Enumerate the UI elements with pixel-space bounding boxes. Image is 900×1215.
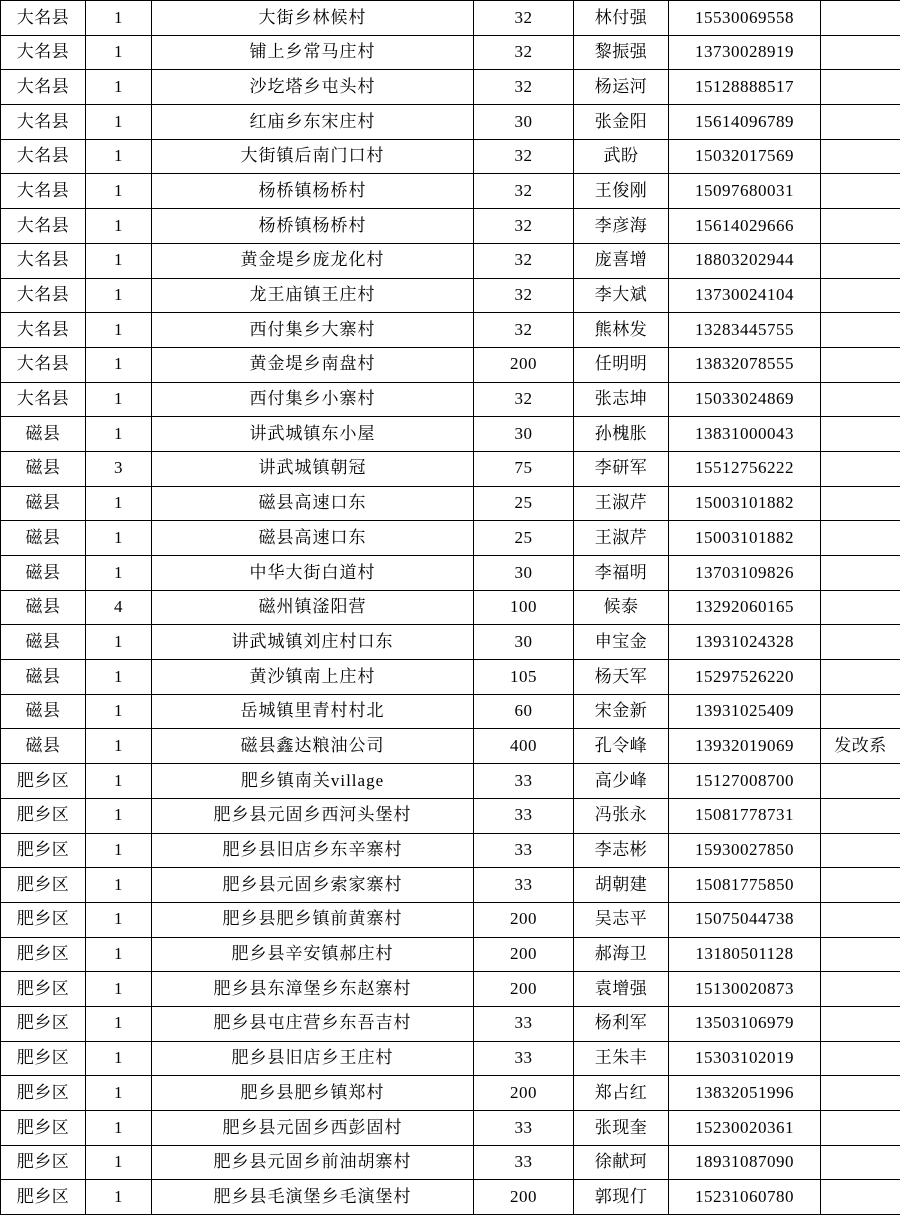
cell-name: 袁增强 bbox=[574, 972, 669, 1007]
cell-county: 大名县 bbox=[1, 243, 86, 278]
cell-place: 肥乡县屯庄营乡东吾吉村 bbox=[152, 1006, 474, 1041]
cell-quantity: 33 bbox=[474, 1145, 574, 1180]
cell-count: 1 bbox=[86, 1041, 152, 1076]
cell-name: 郑占红 bbox=[574, 1076, 669, 1111]
table-row bbox=[1, 1041, 900, 1076]
cell-phone: 15075044738 bbox=[669, 902, 821, 937]
cell-name: 李志彬 bbox=[574, 833, 669, 868]
cell-county: 大名县 bbox=[1, 105, 86, 140]
cell-name: 熊林发 bbox=[574, 313, 669, 348]
cell-quantity: 30 bbox=[474, 625, 574, 660]
table-row bbox=[1, 1, 900, 36]
cell-quantity: 32 bbox=[474, 209, 574, 244]
cell-name: 林付强 bbox=[574, 1, 669, 36]
cell-phone: 13931025409 bbox=[669, 694, 821, 729]
cell-county: 肥乡区 bbox=[1, 798, 86, 833]
cell-count: 1 bbox=[86, 972, 152, 1007]
cell-quantity: 25 bbox=[474, 486, 574, 521]
cell-place: 西付集乡小寨村 bbox=[152, 382, 474, 417]
cell-place: 肥乡县旧店乡王庄村 bbox=[152, 1041, 474, 1076]
cell-place: 大街镇后南门口村 bbox=[152, 139, 474, 174]
cell-county: 肥乡区 bbox=[1, 1076, 86, 1111]
cell-quantity: 33 bbox=[474, 1041, 574, 1076]
table-row bbox=[1, 902, 900, 937]
cell-name: 庞喜增 bbox=[574, 243, 669, 278]
cell-place: 沙圪塔乡屯头村 bbox=[152, 70, 474, 105]
cell-note bbox=[821, 798, 900, 833]
cell-county: 磁县 bbox=[1, 694, 86, 729]
cell-name: 高少峰 bbox=[574, 764, 669, 799]
table-row bbox=[1, 347, 900, 382]
table-row bbox=[1, 937, 900, 972]
cell-county: 肥乡区 bbox=[1, 972, 86, 1007]
cell-note bbox=[821, 139, 900, 174]
cell-phone: 15930027850 bbox=[669, 833, 821, 868]
table-row bbox=[1, 1006, 900, 1041]
cell-county: 肥乡区 bbox=[1, 868, 86, 903]
cell-county: 磁县 bbox=[1, 625, 86, 660]
cell-quantity: 33 bbox=[474, 798, 574, 833]
cell-name: 李研军 bbox=[574, 451, 669, 486]
cell-phone: 15297526220 bbox=[669, 660, 821, 695]
cell-quantity: 33 bbox=[474, 868, 574, 903]
cell-count: 1 bbox=[86, 1180, 152, 1215]
cell-note bbox=[821, 1006, 900, 1041]
cell-count: 1 bbox=[86, 35, 152, 70]
cell-name: 任明明 bbox=[574, 347, 669, 382]
cell-count: 1 bbox=[86, 660, 152, 695]
cell-place: 肥乡县肥乡镇前黄寨村 bbox=[152, 902, 474, 937]
cell-note bbox=[821, 1180, 900, 1215]
cell-phone: 13832078555 bbox=[669, 347, 821, 382]
cell-phone: 15530069558 bbox=[669, 1, 821, 36]
cell-name: 李彦海 bbox=[574, 209, 669, 244]
cell-quantity: 200 bbox=[474, 347, 574, 382]
cell-county: 肥乡区 bbox=[1, 1180, 86, 1215]
cell-place: 肥乡县旧店乡东辛寨村 bbox=[152, 833, 474, 868]
table-row bbox=[1, 1180, 900, 1215]
cell-phone: 15128888517 bbox=[669, 70, 821, 105]
table-row bbox=[1, 729, 900, 764]
cell-place: 磁县高速口东 bbox=[152, 486, 474, 521]
cell-name: 李大斌 bbox=[574, 278, 669, 313]
cell-quantity: 33 bbox=[474, 1111, 574, 1146]
cell-place: 肥乡县元固乡西彭固村 bbox=[152, 1111, 474, 1146]
cell-count: 1 bbox=[86, 347, 152, 382]
cell-phone: 15033024869 bbox=[669, 382, 821, 417]
cell-county: 大名县 bbox=[1, 278, 86, 313]
cell-phone: 15097680031 bbox=[669, 174, 821, 209]
cell-place: 红庙乡东宋庄村 bbox=[152, 105, 474, 140]
cell-name: 宋金新 bbox=[574, 694, 669, 729]
cell-phone: 13503106979 bbox=[669, 1006, 821, 1041]
table-row bbox=[1, 694, 900, 729]
cell-quantity: 32 bbox=[474, 382, 574, 417]
cell-place: 大街乡林候村 bbox=[152, 1, 474, 36]
cell-county: 大名县 bbox=[1, 70, 86, 105]
table-row bbox=[1, 278, 900, 313]
cell-place: 肥乡县东漳堡乡东赵寨村 bbox=[152, 972, 474, 1007]
cell-place: 讲武城镇朝冠 bbox=[152, 451, 474, 486]
cell-quantity: 400 bbox=[474, 729, 574, 764]
cell-place: 黄沙镇南上庄村 bbox=[152, 660, 474, 695]
cell-phone: 15231060780 bbox=[669, 1180, 821, 1215]
cell-place: 杨桥镇杨桥村 bbox=[152, 174, 474, 209]
cell-place: 肥乡镇南关village bbox=[152, 764, 474, 799]
cell-name: 武盼 bbox=[574, 139, 669, 174]
cell-county: 肥乡区 bbox=[1, 1145, 86, 1180]
cell-count: 1 bbox=[86, 902, 152, 937]
table-row bbox=[1, 105, 900, 140]
cell-county: 大名县 bbox=[1, 174, 86, 209]
cell-name: 徐献珂 bbox=[574, 1145, 669, 1180]
cell-count: 1 bbox=[86, 382, 152, 417]
cell-phone: 13703109826 bbox=[669, 556, 821, 591]
cell-name: 孔令峰 bbox=[574, 729, 669, 764]
table-row bbox=[1, 417, 900, 452]
cell-county: 大名县 bbox=[1, 139, 86, 174]
cell-name: 王俊刚 bbox=[574, 174, 669, 209]
cell-name: 候泰 bbox=[574, 590, 669, 625]
table-row bbox=[1, 660, 900, 695]
cell-name: 王淑芹 bbox=[574, 486, 669, 521]
cell-place: 肥乡县元固乡西河头堡村 bbox=[152, 798, 474, 833]
cell-phone: 15614096789 bbox=[669, 105, 821, 140]
table-row bbox=[1, 1111, 900, 1146]
cell-quantity: 60 bbox=[474, 694, 574, 729]
cell-county: 磁县 bbox=[1, 556, 86, 591]
cell-quantity: 105 bbox=[474, 660, 574, 695]
table-row bbox=[1, 382, 900, 417]
cell-quantity: 75 bbox=[474, 451, 574, 486]
cell-county: 大名县 bbox=[1, 1, 86, 36]
cell-county: 磁县 bbox=[1, 590, 86, 625]
cell-county: 大名县 bbox=[1, 347, 86, 382]
cell-quantity: 200 bbox=[474, 1076, 574, 1111]
cell-note bbox=[821, 590, 900, 625]
cell-note bbox=[821, 694, 900, 729]
cell-name: 李福明 bbox=[574, 556, 669, 591]
cell-name: 张金阳 bbox=[574, 105, 669, 140]
cell-count: 1 bbox=[86, 556, 152, 591]
cell-place: 肥乡县肥乡镇郑村 bbox=[152, 1076, 474, 1111]
cell-note bbox=[821, 70, 900, 105]
cell-place: 中华大街白道村 bbox=[152, 556, 474, 591]
table-row bbox=[1, 139, 900, 174]
cell-phone: 13292060165 bbox=[669, 590, 821, 625]
cell-note bbox=[821, 243, 900, 278]
cell-quantity: 32 bbox=[474, 70, 574, 105]
cell-note bbox=[821, 347, 900, 382]
cell-count: 1 bbox=[86, 937, 152, 972]
cell-count: 1 bbox=[86, 1111, 152, 1146]
cell-name: 申宝金 bbox=[574, 625, 669, 660]
cell-count: 1 bbox=[86, 139, 152, 174]
cell-count: 1 bbox=[86, 1, 152, 36]
cell-county: 磁县 bbox=[1, 521, 86, 556]
cell-county: 磁县 bbox=[1, 486, 86, 521]
cell-name: 张志坤 bbox=[574, 382, 669, 417]
cell-quantity: 200 bbox=[474, 902, 574, 937]
cell-quantity: 32 bbox=[474, 243, 574, 278]
cell-name: 孙槐胀 bbox=[574, 417, 669, 452]
cell-note bbox=[821, 1111, 900, 1146]
cell-count: 1 bbox=[86, 278, 152, 313]
cell-place: 磁州镇滏阳营 bbox=[152, 590, 474, 625]
cell-count: 1 bbox=[86, 833, 152, 868]
cell-quantity: 32 bbox=[474, 278, 574, 313]
cell-count: 1 bbox=[86, 521, 152, 556]
cell-phone: 13931024328 bbox=[669, 625, 821, 660]
cell-name: 吴志平 bbox=[574, 902, 669, 937]
cell-quantity: 200 bbox=[474, 972, 574, 1007]
cell-note bbox=[821, 174, 900, 209]
cell-note bbox=[821, 486, 900, 521]
table-row bbox=[1, 35, 900, 70]
cell-note bbox=[821, 1041, 900, 1076]
cell-phone: 18803202944 bbox=[669, 243, 821, 278]
cell-note bbox=[821, 972, 900, 1007]
cell-count: 1 bbox=[86, 1006, 152, 1041]
cell-place: 肥乡县元固乡前油胡寨村 bbox=[152, 1145, 474, 1180]
cell-note bbox=[821, 625, 900, 660]
cell-count: 1 bbox=[86, 798, 152, 833]
cell-phone: 13832051996 bbox=[669, 1076, 821, 1111]
table-row bbox=[1, 625, 900, 660]
cell-name: 郝海卫 bbox=[574, 937, 669, 972]
cell-quantity: 33 bbox=[474, 764, 574, 799]
cell-name: 胡朝建 bbox=[574, 868, 669, 903]
cell-quantity: 30 bbox=[474, 556, 574, 591]
cell-note bbox=[821, 382, 900, 417]
cell-place: 磁县鑫达粮油公司 bbox=[152, 729, 474, 764]
cell-place: 讲武城镇刘庄村口东 bbox=[152, 625, 474, 660]
table-row bbox=[1, 521, 900, 556]
table-row bbox=[1, 972, 900, 1007]
cell-quantity: 32 bbox=[474, 174, 574, 209]
cell-quantity: 32 bbox=[474, 1, 574, 36]
cell-quantity: 33 bbox=[474, 833, 574, 868]
cell-note bbox=[821, 764, 900, 799]
cell-county: 肥乡区 bbox=[1, 833, 86, 868]
cell-count: 1 bbox=[86, 868, 152, 903]
table-row bbox=[1, 556, 900, 591]
cell-name: 杨天军 bbox=[574, 660, 669, 695]
cell-name: 黎振强 bbox=[574, 35, 669, 70]
cell-note bbox=[821, 278, 900, 313]
cell-county: 磁县 bbox=[1, 451, 86, 486]
cell-count: 4 bbox=[86, 590, 152, 625]
cell-phone: 15614029666 bbox=[669, 209, 821, 244]
cell-place: 肥乡县毛演堡乡毛演堡村 bbox=[152, 1180, 474, 1215]
cell-quantity: 25 bbox=[474, 521, 574, 556]
cell-county: 肥乡区 bbox=[1, 937, 86, 972]
cell-county: 肥乡区 bbox=[1, 902, 86, 937]
cell-place: 肥乡县元固乡索家寨村 bbox=[152, 868, 474, 903]
cell-note bbox=[821, 451, 900, 486]
table-body bbox=[1, 1, 900, 1215]
cell-phone: 15127008700 bbox=[669, 764, 821, 799]
cell-phone: 13932019069 bbox=[669, 729, 821, 764]
cell-note bbox=[821, 660, 900, 695]
cell-count: 1 bbox=[86, 694, 152, 729]
cell-quantity: 100 bbox=[474, 590, 574, 625]
cell-county: 磁县 bbox=[1, 660, 86, 695]
cell-note bbox=[821, 1145, 900, 1180]
table-row bbox=[1, 313, 900, 348]
cell-place: 讲武城镇东小屋 bbox=[152, 417, 474, 452]
cell-county: 磁县 bbox=[1, 417, 86, 452]
cell-count: 1 bbox=[86, 729, 152, 764]
cell-note bbox=[821, 937, 900, 972]
cell-place: 肥乡县辛安镇郝庄村 bbox=[152, 937, 474, 972]
cell-county: 磁县 bbox=[1, 729, 86, 764]
cell-county: 肥乡区 bbox=[1, 1111, 86, 1146]
table-row bbox=[1, 833, 900, 868]
cell-quantity: 33 bbox=[474, 1006, 574, 1041]
cell-name: 杨利军 bbox=[574, 1006, 669, 1041]
table-row bbox=[1, 1145, 900, 1180]
cell-note bbox=[821, 868, 900, 903]
cell-phone: 18931087090 bbox=[669, 1145, 821, 1180]
cell-count: 1 bbox=[86, 1076, 152, 1111]
cell-phone: 15130020873 bbox=[669, 972, 821, 1007]
cell-county: 肥乡区 bbox=[1, 1041, 86, 1076]
cell-count: 1 bbox=[86, 625, 152, 660]
table-row bbox=[1, 590, 900, 625]
cell-count: 1 bbox=[86, 486, 152, 521]
cell-note bbox=[821, 833, 900, 868]
cell-place: 岳城镇里青村村北 bbox=[152, 694, 474, 729]
cell-quantity: 32 bbox=[474, 139, 574, 174]
cell-phone: 15230020361 bbox=[669, 1111, 821, 1146]
cell-quantity: 30 bbox=[474, 417, 574, 452]
cell-name: 张现奎 bbox=[574, 1111, 669, 1146]
cell-quantity: 30 bbox=[474, 105, 574, 140]
cell-place: 龙王庙镇王庄村 bbox=[152, 278, 474, 313]
cell-quantity: 200 bbox=[474, 1180, 574, 1215]
cell-count: 1 bbox=[86, 313, 152, 348]
cell-note bbox=[821, 902, 900, 937]
cell-note bbox=[821, 1, 900, 36]
cell-note bbox=[821, 313, 900, 348]
cell-county: 肥乡区 bbox=[1, 764, 86, 799]
cell-quantity: 200 bbox=[474, 937, 574, 972]
table-row bbox=[1, 451, 900, 486]
cell-phone: 13831000043 bbox=[669, 417, 821, 452]
cell-county: 大名县 bbox=[1, 313, 86, 348]
cell-county: 大名县 bbox=[1, 382, 86, 417]
cell-place: 铺上乡常马庄村 bbox=[152, 35, 474, 70]
cell-count: 1 bbox=[86, 764, 152, 799]
cell-phone: 13730024104 bbox=[669, 278, 821, 313]
table-row bbox=[1, 243, 900, 278]
table-row bbox=[1, 174, 900, 209]
cell-quantity: 32 bbox=[474, 35, 574, 70]
cell-note bbox=[821, 1076, 900, 1111]
cell-county: 大名县 bbox=[1, 209, 86, 244]
cell-place: 杨桥镇杨桥村 bbox=[152, 209, 474, 244]
cell-name: 郭现仃 bbox=[574, 1180, 669, 1215]
cell-phone: 15032017569 bbox=[669, 139, 821, 174]
table-row bbox=[1, 1076, 900, 1111]
cell-phone: 15081778731 bbox=[669, 798, 821, 833]
table-row bbox=[1, 70, 900, 105]
cell-place: 西付集乡大寨村 bbox=[152, 313, 474, 348]
cell-county: 肥乡区 bbox=[1, 1006, 86, 1041]
cell-note bbox=[821, 209, 900, 244]
cell-count: 1 bbox=[86, 70, 152, 105]
cell-place: 黄金堤乡南盘村 bbox=[152, 347, 474, 382]
cell-quantity: 32 bbox=[474, 313, 574, 348]
cell-phone: 15512756222 bbox=[669, 451, 821, 486]
cell-place: 磁县高速口东 bbox=[152, 521, 474, 556]
cell-note: 发改系 bbox=[821, 729, 900, 764]
cell-note bbox=[821, 417, 900, 452]
cell-count: 3 bbox=[86, 451, 152, 486]
cell-count: 1 bbox=[86, 174, 152, 209]
table-row bbox=[1, 798, 900, 833]
cell-note bbox=[821, 35, 900, 70]
table-row bbox=[1, 764, 900, 799]
table-row bbox=[1, 868, 900, 903]
cell-name: 杨运河 bbox=[574, 70, 669, 105]
cell-phone: 13283445755 bbox=[669, 313, 821, 348]
table-row bbox=[1, 209, 900, 244]
cell-phone: 15081775850 bbox=[669, 868, 821, 903]
cell-county: 大名县 bbox=[1, 35, 86, 70]
cell-phone: 15303102019 bbox=[669, 1041, 821, 1076]
cell-phone: 13180501128 bbox=[669, 937, 821, 972]
cell-count: 1 bbox=[86, 243, 152, 278]
cell-note bbox=[821, 521, 900, 556]
cell-note bbox=[821, 105, 900, 140]
cell-name: 王朱丰 bbox=[574, 1041, 669, 1076]
cell-phone: 15003101882 bbox=[669, 521, 821, 556]
cell-name: 王淑芹 bbox=[574, 521, 669, 556]
cell-count: 1 bbox=[86, 1145, 152, 1180]
table-row bbox=[1, 486, 900, 521]
cell-count: 1 bbox=[86, 105, 152, 140]
cell-note bbox=[821, 556, 900, 591]
cell-name: 冯张永 bbox=[574, 798, 669, 833]
cell-count: 1 bbox=[86, 209, 152, 244]
cell-phone: 15003101882 bbox=[669, 486, 821, 521]
cell-place: 黄金堤乡庞龙化村 bbox=[152, 243, 474, 278]
cell-phone: 13730028919 bbox=[669, 35, 821, 70]
cell-count: 1 bbox=[86, 417, 152, 452]
